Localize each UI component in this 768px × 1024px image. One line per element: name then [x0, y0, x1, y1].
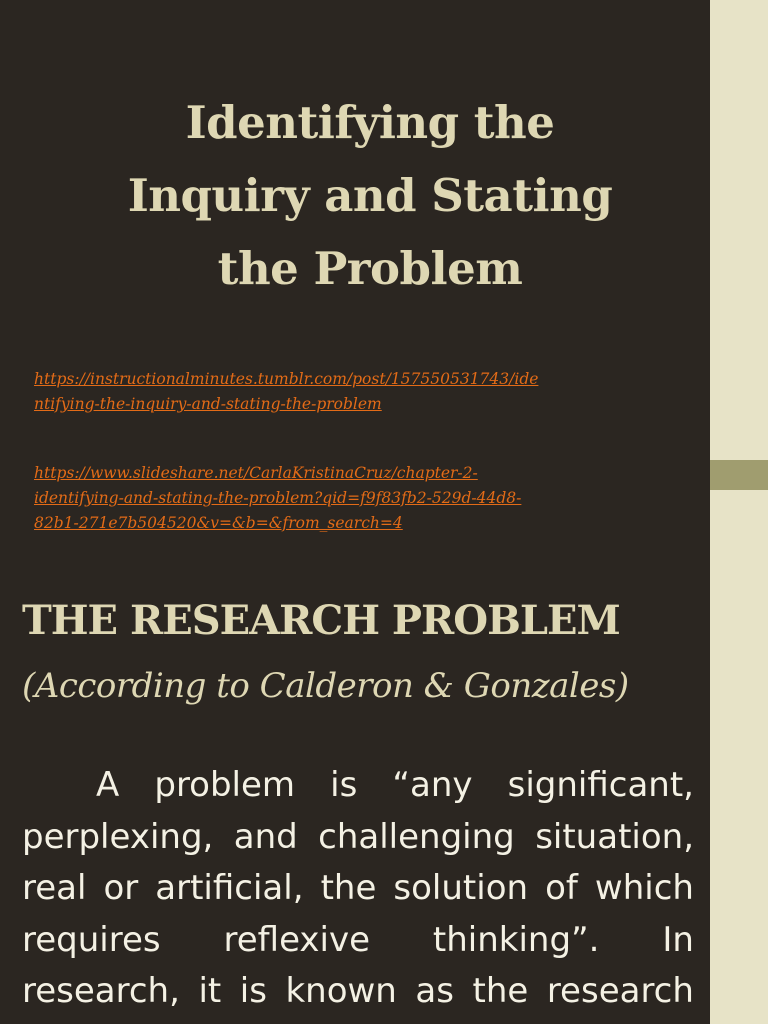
- word: is: [239, 971, 267, 1011]
- word: problem: [154, 765, 296, 805]
- word: real: [22, 868, 87, 908]
- link-line: https://www.slideshare.net/CarlaKristinaCruz/chapter-2-: [34, 464, 478, 482]
- paragraph-line: [22, 966, 694, 1018]
- section-subtitle: (According to Calderon & Gonzales): [22, 666, 629, 706]
- paragraph-line: [22, 915, 694, 967]
- word: known: [285, 971, 397, 1011]
- word: situation,: [535, 816, 694, 857]
- section-title: THE RESEARCH PROBLEM: [22, 597, 620, 644]
- link-line: 82b1-271e7b504520&v=&b=&from_search=4: [34, 514, 403, 532]
- word: it: [198, 971, 222, 1011]
- slide-title-line: Inquiry and Stating: [127, 169, 613, 222]
- word: reflexive: [223, 919, 370, 960]
- word: as: [415, 971, 454, 1011]
- word: perplexing,: [22, 816, 214, 857]
- word: is: [330, 765, 358, 805]
- link-line: ntifying-the-inquiry-and-stating-the-problem: [34, 395, 382, 413]
- link-line: identifying-and-stating-the-problem?qid=f9f83fb2-529d-44d8-: [34, 489, 522, 507]
- slideshare-source-link[interactable]: [34, 461, 694, 536]
- paragraph-line: [22, 812, 694, 864]
- word: or: [103, 868, 139, 908]
- word: artificial,: [155, 868, 304, 908]
- slide-title-line: the Problem: [217, 242, 523, 295]
- word: challenging: [318, 816, 515, 857]
- word: of: [545, 868, 578, 908]
- link-line: https://instructionalminutes.tumblr.com/post/157550531743/ide: [34, 370, 539, 388]
- paragraph-line: [22, 760, 694, 812]
- word: A: [96, 765, 120, 805]
- word: and: [233, 816, 298, 857]
- slide-title-line: Identifying the: [185, 96, 555, 149]
- word: significant,: [507, 765, 694, 805]
- word: thinking”.: [432, 919, 600, 960]
- definition-paragraph: [22, 760, 694, 1018]
- word: which: [594, 868, 694, 908]
- word: research: [546, 971, 694, 1011]
- word: the: [320, 868, 377, 908]
- tumblr-source-link[interactable]: [34, 367, 694, 417]
- paragraph-line: [22, 863, 694, 915]
- word: research,: [22, 971, 180, 1011]
- word: the: [472, 971, 529, 1011]
- slide-title: [20, 86, 720, 305]
- word: “any: [392, 765, 473, 805]
- word: In: [662, 919, 694, 960]
- word: solution: [393, 868, 529, 908]
- decorative-sidebar-accent: [710, 460, 768, 490]
- word: requires: [22, 919, 161, 960]
